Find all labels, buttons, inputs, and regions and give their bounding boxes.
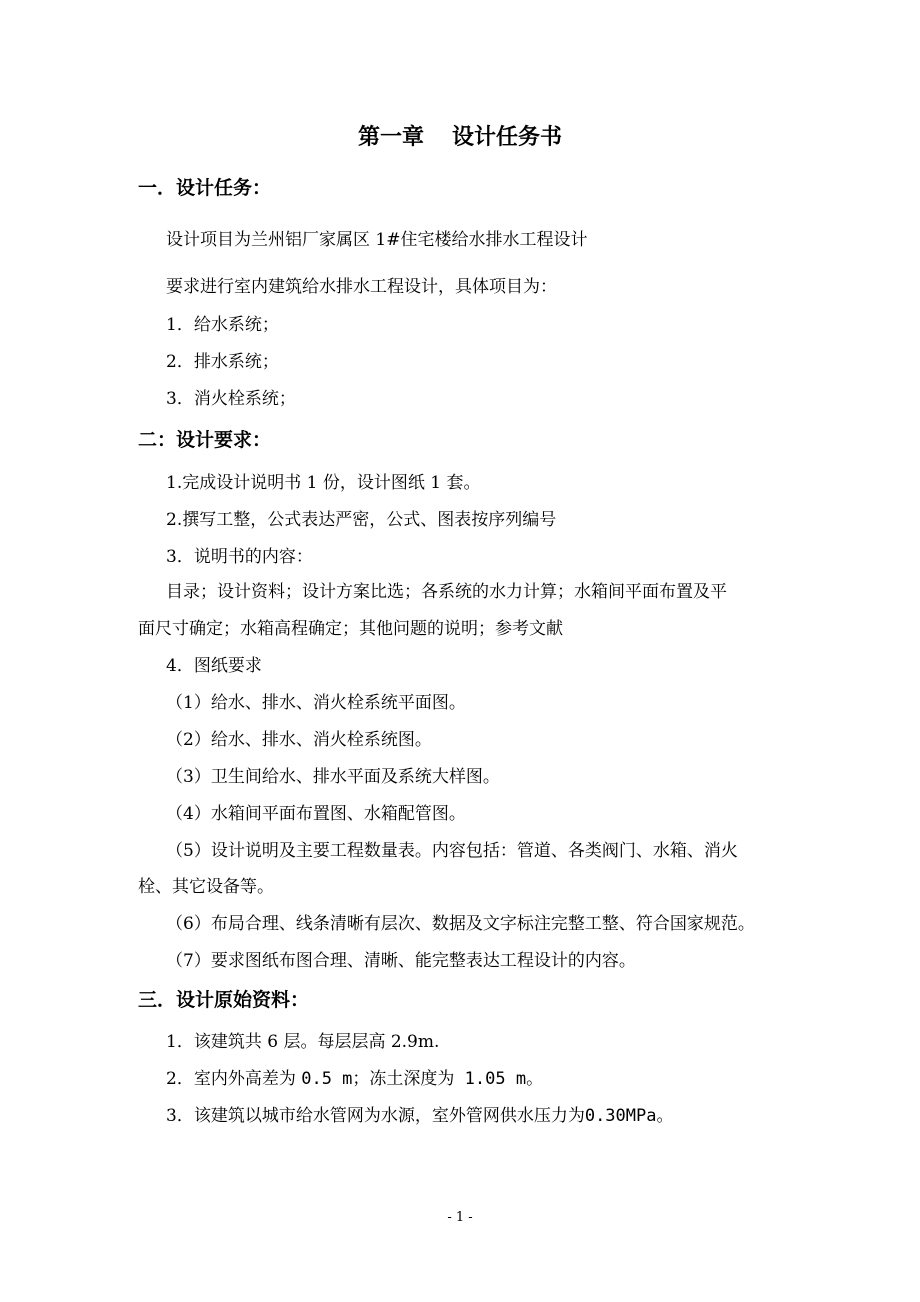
chapter-title bbox=[0, 124, 920, 152]
requirement-item-3: 3．说明书的内容： bbox=[166, 547, 313, 567]
data-item-1: 1．该建筑共 6 层。每层层高 2.9m. bbox=[166, 1032, 440, 1052]
section-heading-requirements: 二：设计要求： bbox=[138, 429, 272, 451]
task-intro: 要求进行室内建筑给水排水工程设计，具体项目为： bbox=[166, 277, 557, 297]
data-item-2-value: 0.5 m；冻土深度为 1.05 m bbox=[301, 1069, 527, 1089]
requirement-item-2: 2.撰写工整，公式表达严密，公式、图表按序列编号 bbox=[166, 510, 557, 530]
section-heading-task: 一．设计任务： bbox=[138, 177, 272, 199]
data-item-2-prefix: 2．室内外高差为 bbox=[166, 1069, 302, 1089]
chapter-number: 第一章 bbox=[357, 125, 424, 150]
drawing-requirement-1: （1）给水、排水、消火栓系统平面图。 bbox=[166, 693, 466, 713]
data-item-2-suffix: 。 bbox=[526, 1069, 544, 1089]
drawing-requirement-6: （6）布局合理、线条清晰有层次、数据及文字标注完整工整、符合国家规范。 bbox=[166, 914, 755, 934]
requirement-item-4: 4．图纸要求 bbox=[166, 656, 262, 676]
drawing-requirement-3: （3）卫生间给水、排水平面及系统大样图。 bbox=[166, 767, 500, 787]
page-number: - 1 - bbox=[447, 1210, 473, 1225]
data-item-3 bbox=[166, 1105, 673, 1127]
data-item-2 bbox=[166, 1068, 543, 1090]
requirement-item-1: 1.完成设计说明书 1 份，设计图纸 1 套。 bbox=[166, 473, 481, 493]
task-item-water-supply: 1．给水系统； bbox=[166, 315, 279, 335]
contents-line-1: 目录；设计资料；设计方案比选；各系统的水力计算；水箱间平面布置及平 bbox=[166, 582, 727, 602]
chapter-name: 设计任务书 bbox=[452, 125, 563, 150]
data-item-3-prefix: 3．该建筑以城市给水管网为水源，室外管网供水压力为 bbox=[166, 1106, 585, 1126]
project-description: 设计项目为兰州铝厂家属区 1#住宅楼给水排水工程设计 bbox=[166, 230, 588, 250]
task-item-drainage: 2．排水系统； bbox=[166, 352, 279, 372]
data-item-3-value: 0.30MPa bbox=[584, 1106, 657, 1126]
section-heading-data: 三．设计原始资料： bbox=[138, 989, 310, 1011]
drawing-requirement-5-line-1: （5）设计说明及主要工程数量表。内容包括：管道、各类阀门、水箱、消火 bbox=[166, 841, 738, 861]
drawing-requirement-4: （4）水箱间平面布置图、水箱配管图。 bbox=[166, 804, 466, 824]
drawing-requirement-5-line-2: 栓、其它设备等。 bbox=[138, 877, 274, 897]
data-item-3-suffix: 。 bbox=[656, 1106, 674, 1126]
drawing-requirement-7: （7）要求图纸布图合理、清晰、能完整表达工程设计的内容。 bbox=[166, 951, 636, 971]
contents-line-2: 面尺寸确定；水箱高程确定；其他问题的说明；参考文献 bbox=[138, 619, 563, 639]
task-item-fire-hydrant: 3．消火栓系统； bbox=[166, 389, 296, 409]
drawing-requirement-2: （2）给水、排水、消火栓系统图。 bbox=[166, 730, 432, 750]
